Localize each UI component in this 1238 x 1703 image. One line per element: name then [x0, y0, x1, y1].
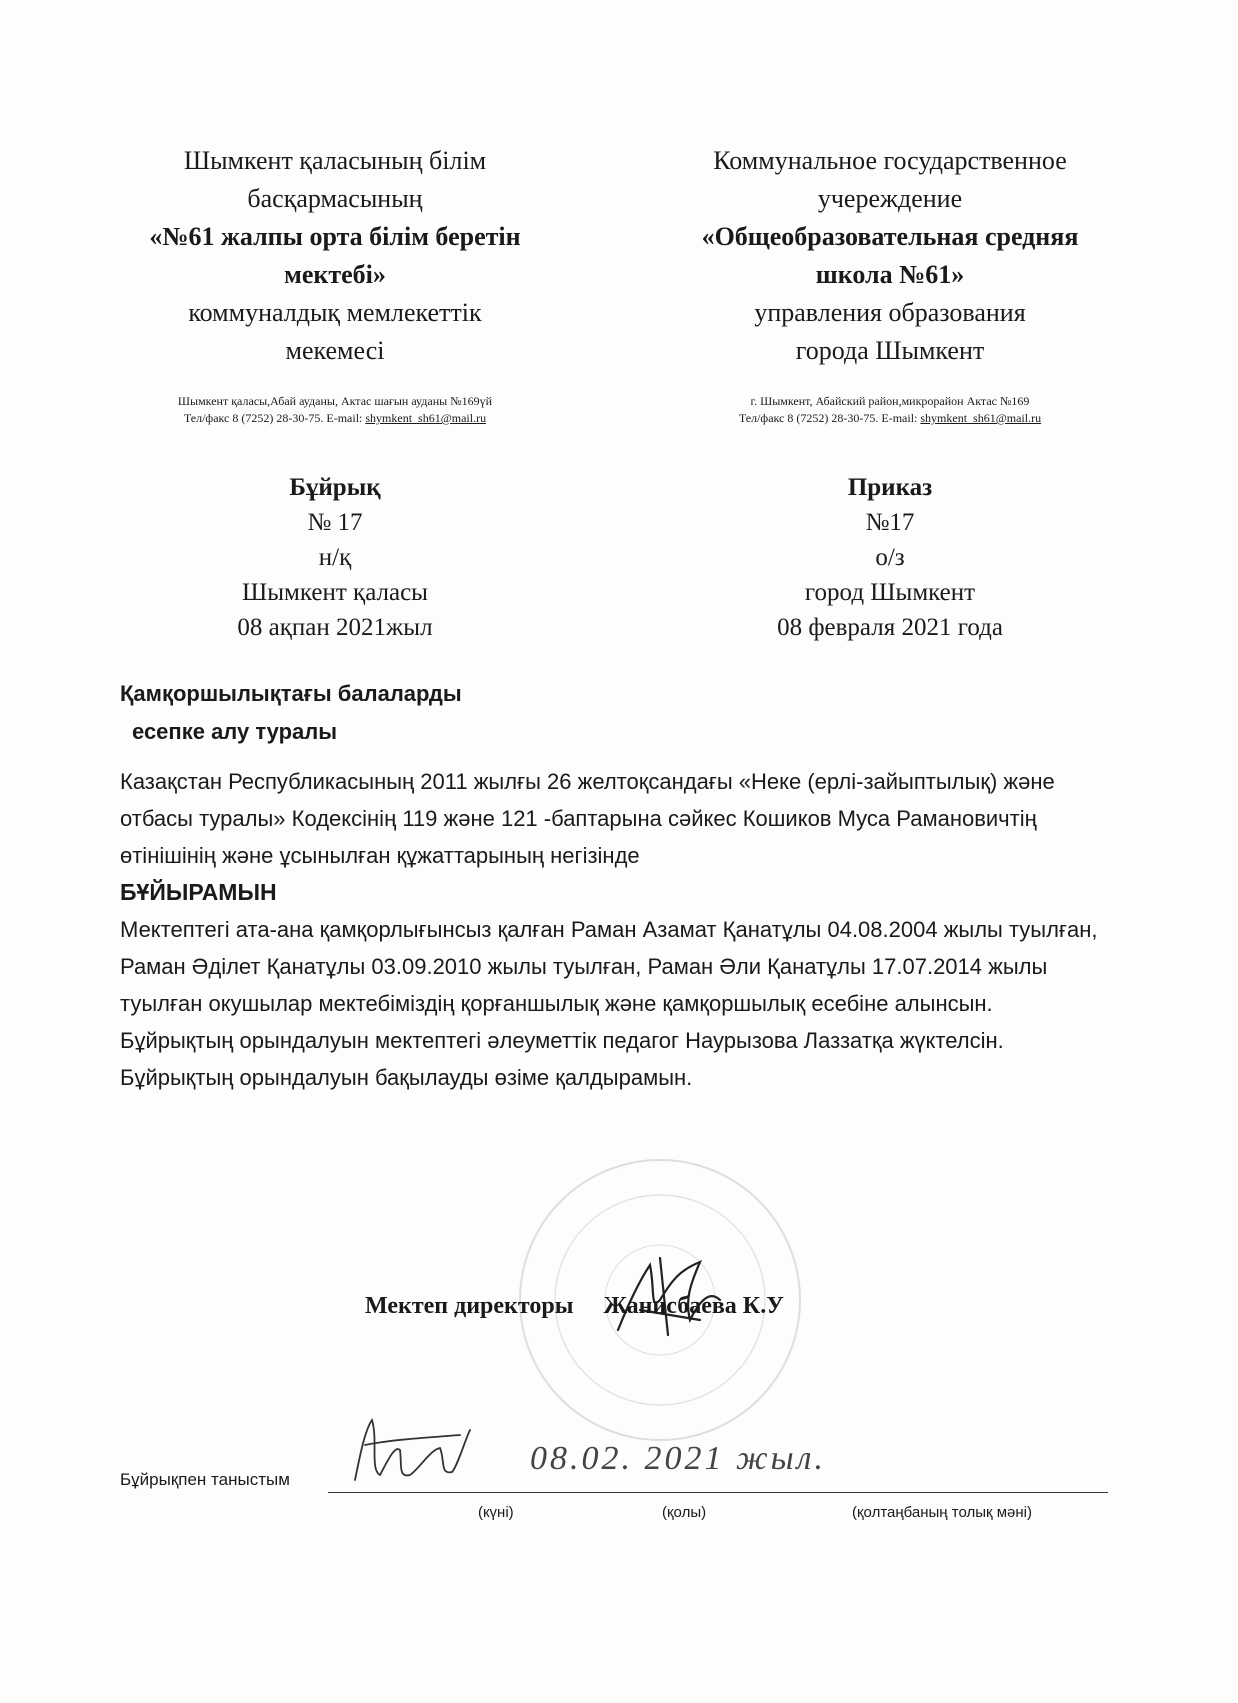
acknowledgement-label: Бұйрықпен таныстым	[120, 1470, 290, 1489]
acknowledgement-handwritten-date: 08.02. 2021 жыл.	[530, 1440, 826, 1477]
header-kz-phone: Тел/факс 8 (7252) 28-30-75. E-mail:	[183, 411, 366, 425]
header-ru-school-name: «Общеобразовательная средняя	[701, 222, 1079, 251]
header-kz-line1: Шымкент қаласының білім	[183, 146, 487, 175]
header-kz-address: Шымкент қаласы,Абай ауданы, Актас шағын ауданы №169үй	[177, 394, 493, 408]
order-kz-type: н/қ	[318, 544, 352, 571]
caption-date: (күні)	[478, 1504, 514, 1521]
order-ru-type: о/з	[875, 544, 905, 571]
body-point-3: Бұйрықтың орындалуын бақылауды өзіме қалдырамын.	[120, 1065, 693, 1090]
order-ru-city: город Шымкент	[804, 579, 976, 606]
body-point-1: Мектептегі ата-ана қамқорлығынсыз қалған Раман Азамат Қанатұлы 04.08.2004 жылы туылған, Раман Әділет Қанатұлы 03.09.2010 жылы туылған, Раман Әли Қанатұлы 17.07.2014 жылы туылған окушылар мектебіміздің қорғаншылық және қамқоршылық есебіне алынсын.	[120, 917, 1098, 1016]
order-ru-title: Приказ	[847, 474, 933, 501]
caption-fullname: (қолтаңбаның толық мәні)	[852, 1504, 1032, 1521]
header-kz-school-name: «№61 жалпы орта білім беретін	[149, 222, 521, 251]
header-ru-line6: города Шымкент	[795, 336, 985, 365]
order-ru-date: 08 февраля 2021 года	[777, 614, 1003, 641]
body-preamble: Казақстан Республикасының 2011 жылғы 26 желтоқсандағы «Неке (ерлі-зайыптылық) және отбасы туралы» Кодексінің 119 және 121 -баптарына сәйкес Кошиков Муса Рамановичтің өтінішінің және ұсынылған құжаттарының негізінде	[120, 769, 1055, 868]
body-order-word: БҰЙЫРАМЫН	[120, 879, 277, 905]
header-ru-email-link[interactable]: shymkent_sh61@mail.ru	[920, 411, 1042, 425]
header-ru-line5: управления образования	[754, 298, 1026, 327]
header-kz-line6: мекемесі	[285, 336, 385, 365]
header-ru-line2: учереждение	[817, 184, 963, 213]
header-kz-email-link[interactable]: shymkent_sh61@mail.ru	[365, 411, 487, 425]
header-kz-line2: басқармасының	[247, 184, 423, 213]
header-kz-line5: коммуналдық мемлекеттік	[188, 298, 482, 327]
order-kz-city: Шымкент қаласы	[242, 579, 428, 606]
director-name: Жанисбаева К.У	[603, 1293, 784, 1319]
body-point-2: Бұйрықтың орындалуын мектептегі әлеуметтік педагог Наурызова Лаззатқа жүктелсін.	[120, 1028, 1004, 1053]
subject-line1: Қамқоршылықтағы балаларды	[120, 681, 462, 706]
order-kz-number: № 17	[307, 509, 363, 536]
order-ru-number: №17	[865, 509, 915, 536]
header-ru-school-name-2: школа №61»	[815, 260, 965, 289]
director-signature-line	[365, 1293, 784, 1320]
header-ru-address: г. Шымкент, Абайский район,микрорайон Актас №169	[750, 394, 1030, 408]
acknowledgement-signature-icon	[355, 1420, 470, 1480]
header-ru-phone: Тел/факс 8 (7252) 28-30-75. E-mail:	[738, 411, 921, 425]
director-title: Мектеп директоры	[365, 1293, 574, 1319]
order-kz-date: 08 ақпан 2021жыл	[237, 614, 433, 641]
acknowledgement-underline	[328, 1492, 1108, 1493]
order-kz-title: Бұйрық	[289, 474, 381, 501]
caption-signature: (қолы)	[662, 1504, 707, 1521]
subject-line2: есепке алу туралы	[132, 719, 338, 744]
header-kz-school-name-2: мектебі»	[284, 260, 386, 289]
header-ru-line1: Коммунальное государственное	[713, 146, 1067, 175]
